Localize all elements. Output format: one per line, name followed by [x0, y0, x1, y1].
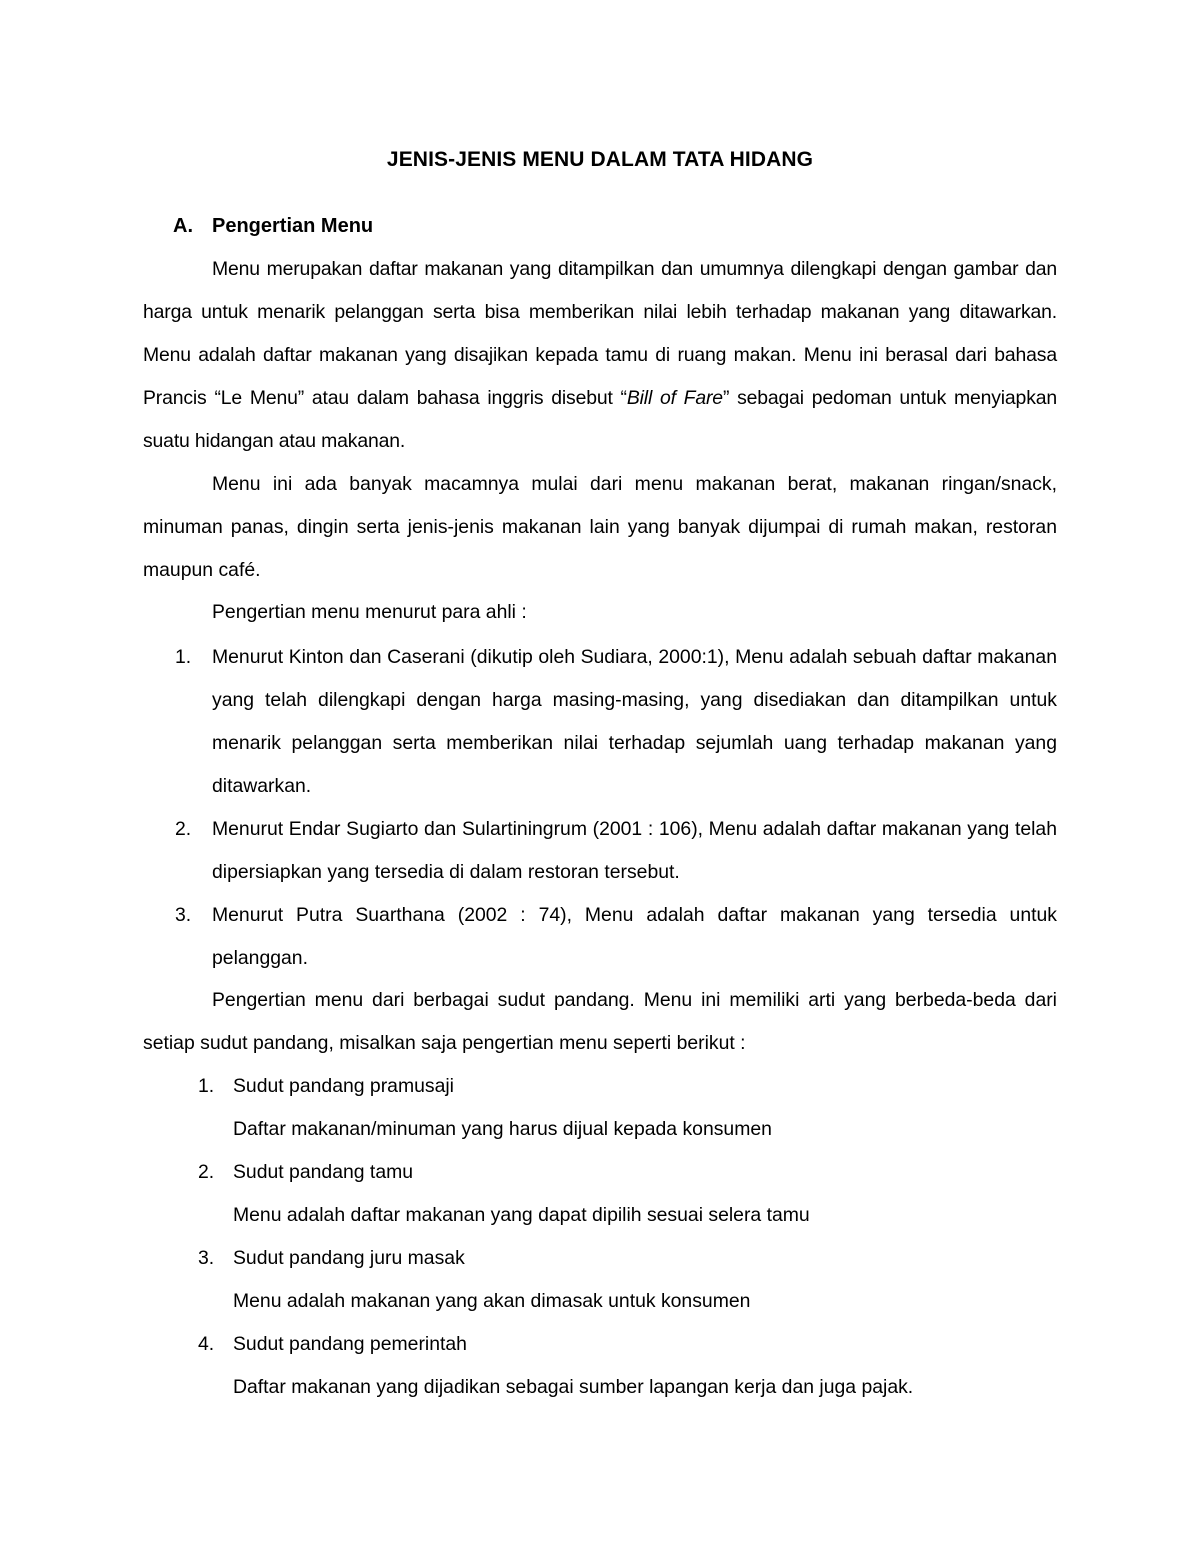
list-item-number: 1.	[198, 1075, 215, 1097]
list-item-description: Daftar makanan yang dijadikan sebagai sumber lapangan kerja dan juga pajak.	[233, 1376, 914, 1398]
list-item	[143, 808, 1057, 894]
list-item-description: Menu adalah daftar makanan yang dapat dipilih sesuai selera tamu	[233, 1204, 810, 1226]
viewpoints-list	[143, 1065, 1057, 1409]
paragraph-definition-part2: ” sebagai pedoman untuk menyiapkan suatu hidangan atau makanan.	[143, 387, 1058, 452]
list-item-label: Sudut pandang pemerintah	[233, 1333, 467, 1355]
list-item-number: 3.	[175, 904, 192, 926]
paragraph-definition-part1: Menu merupakan daftar makanan yang ditampilkan dan umumnya dilengkapi dengan gambar dan harga untuk menarik pelanggan serta bisa memberikan nilai lebih terhadap makanan yang ditawarkan. Menu adalah daftar makanan yang disajikan kepada tamu di ruang makan. Menu ini berasal dari bahasa Prancis “Le Menu” atau dalam bahasa inggris disebut “	[143, 258, 1057, 409]
list-item	[143, 1151, 1057, 1237]
list-item-description: Menu adalah makanan yang akan dimasak untuk konsumen	[233, 1290, 751, 1312]
paragraph-variety: Menu ini ada banyak macamnya mulai dari menu makanan berat, makanan ringan/snack, minuman panas, dingin serta jenis-jenis makanan lain yang banyak dijumpai di rumah makan, restoran maupun café.	[143, 473, 1057, 581]
list-item-number: 2.	[175, 818, 192, 840]
list-item	[143, 1237, 1057, 1323]
list-item-label: Sudut pandang tamu	[233, 1161, 414, 1183]
list-item	[143, 1065, 1057, 1151]
list-item-label: Sudut pandang juru masak	[233, 1247, 465, 1269]
list-item	[143, 636, 1057, 808]
list-item-text: Menurut Kinton dan Caserani (dikutip oleh Sudiara, 2000:1), Menu adalah sebuah daftar makanan yang telah dilengkapi dengan harga masing-masing, yang disediakan dan ditampilkan untuk menarik pelanggan serta memberikan nilai terhadap sejumlah uang terhadap makanan yang ditawarkan.	[212, 646, 1057, 797]
paragraph-definition	[143, 248, 1057, 463]
list-item	[143, 894, 1057, 980]
list-item-description: Daftar makanan/minuman yang harus dijual kepada konsumen	[233, 1118, 772, 1140]
paragraph-definition-italic: Bill of Fare	[626, 387, 723, 409]
document-title: JENIS-JENIS MENU DALAM TATA HIDANG	[386, 148, 814, 171]
list-item-number: 2.	[198, 1161, 215, 1183]
list-item-text: Menurut Putra Suarthana (2002 : 74), Menu adalah daftar makanan yang tersedia untuk pelanggan.	[212, 904, 1057, 969]
section-heading-text: Pengertian Menu	[212, 215, 374, 237]
experts-list	[143, 636, 1057, 980]
paragraph-viewpoints: Pengertian menu dari berbagai sudut pandang. Menu ini memiliki arti yang berbeda-beda dari setiap sudut pandang, misalkan saja pengertian menu seperti berikut :	[143, 989, 1057, 1054]
section-letter: A.	[173, 215, 193, 237]
list-item-number: 4.	[198, 1333, 215, 1355]
list-item-number: 1.	[175, 646, 192, 668]
list-item	[143, 1323, 1057, 1409]
experts-intro: Pengertian menu menurut para ahli :	[212, 601, 527, 623]
list-item-number: 3.	[198, 1247, 215, 1269]
list-item-label: Sudut pandang pramusaji	[233, 1075, 454, 1097]
list-item-text: Menurut Endar Sugiarto dan Sulartiningrum (2001 : 106), Menu adalah daftar makanan yang telah dipersiapkan yang tersedia di dalam restoran tersebut.	[212, 818, 1057, 883]
document-page	[143, 0, 1057, 1553]
section-heading	[173, 212, 373, 240]
